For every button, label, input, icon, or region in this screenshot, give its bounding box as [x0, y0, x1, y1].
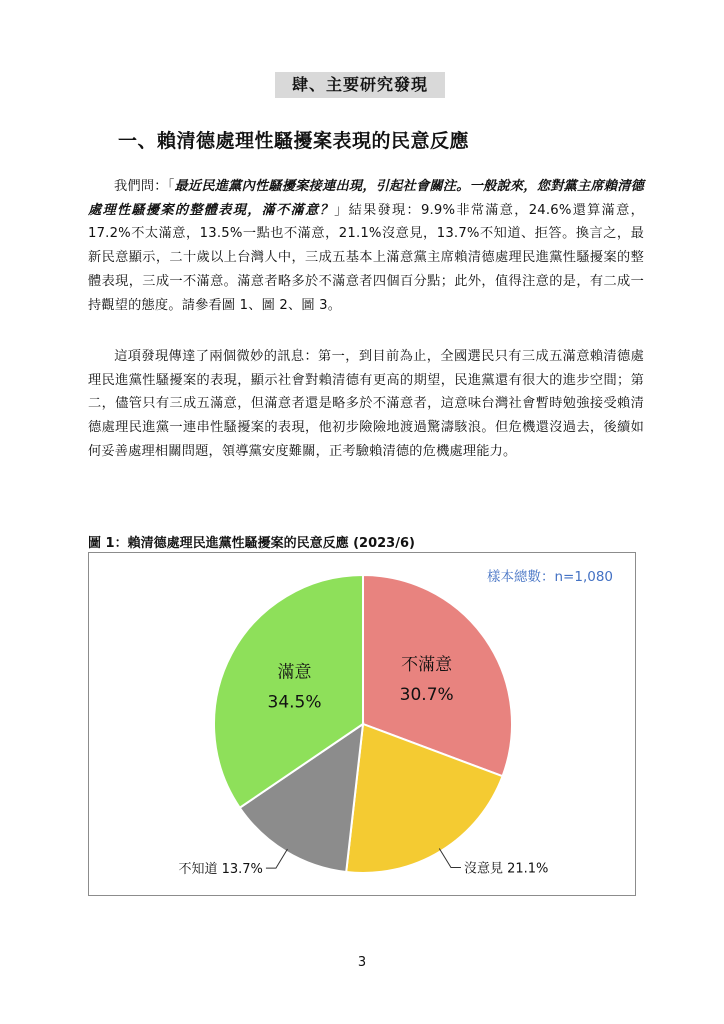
pie-chart [89, 553, 635, 895]
pie-slice-label-2: 不知道 13.7% [178, 862, 263, 878]
pie-leader-line-2 [266, 849, 288, 868]
pie-slice-value-3: 34.5% [267, 692, 322, 713]
figure-caption: 圖 1：賴清德處理民進黨性騷擾案的民意反應 (2023/6) [88, 536, 415, 551]
pie-leader-line-1 [439, 849, 461, 868]
paragraph-lead: 我們問：「 [114, 179, 175, 194]
paragraph-interpretation [88, 345, 644, 464]
pie-slice-value-0: 30.7% [399, 684, 454, 705]
sample-size-label: 樣本總數：n=1,080 [486, 569, 613, 585]
page-number: 3 [357, 955, 367, 970]
pie-slice-label-3: 滿意 [277, 662, 312, 683]
paragraph-interpretation-text: 這項發現傳達了兩個微妙的訊息：第一，到目前為止，全國選民只有三成五滿意賴清德處理民進黨性騷擾案的表現，顯示社會對賴清德有更高的期望，民進黨還有很大的進步空間；第二，儘管只有三成五滿意，但滿意者還是略多於不滿意者，這意味台灣社會暫時勉強接受賴清德處理民進黨一連串性騷擾案的表現，他初步險險地渡過驚濤駭浪。但危機還沒過去，後續如何妥善處理相關問題，領導黨安度難關，正考驗賴清德的危機處理能力。 [88, 349, 644, 459]
pie-chart-frame [88, 552, 636, 896]
paragraph-results: 」結果發現：9.9%非常滿意，24.6%還算滿意，17.2%不太滿意，13.5%一點也不滿意，21.1%沒意見，13.7%不知道、拒答。換言之，最新民意顯示，二十歲以上台灣人中，三成五基本上滿意黨主席賴清德處理民進黨性騷擾案的整體表現，三成一不滿意。滿意者略多於不滿意者四個百分點；此外，值得注意的是，有二成一持觀望的態度。請參看圖 1、圖 2、圖 3。 [88, 202, 644, 313]
subsection-title: 一、賴清德處理性騷擾案表現的民意反應 [118, 130, 470, 152]
survey-question: 最近民進黨內性騷擾案接連出現，引起社會關注。一般說來，您對黨主席賴清德處理性騷擾案的整體表現，滿不滿意？ [88, 179, 645, 218]
pie-slice-label-0: 不滿意 [401, 654, 453, 675]
paragraph-findings [88, 175, 644, 317]
pie-slice-label-1: 沒意見 21.1% [463, 861, 549, 877]
section-title: 肆、主要研究發現 [275, 72, 445, 98]
